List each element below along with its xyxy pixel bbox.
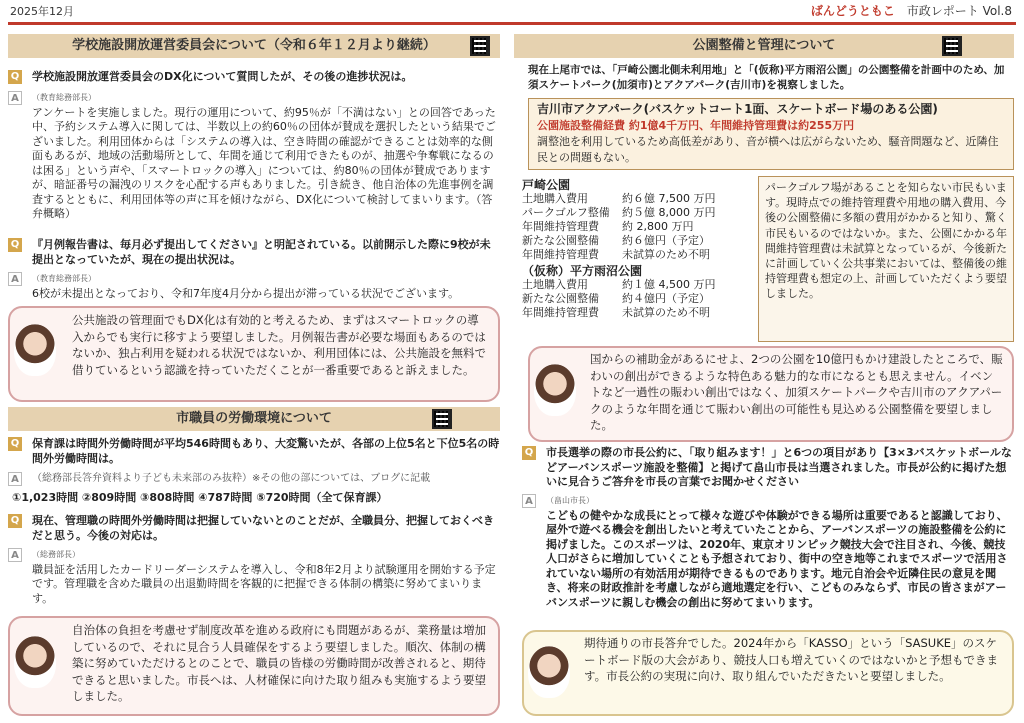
question-5: [522, 446, 1014, 492]
avatar: [14, 636, 56, 688]
cost-label: パークゴルフ整備: [522, 206, 610, 219]
answer-marker: A: [8, 548, 22, 562]
cost-row: [522, 206, 754, 220]
question-text: 保育課は時間外労働時間が平均546時間もあり、大変驚いたが、各部の上位5名と下位5名の時間外労働時間は。: [32, 437, 500, 465]
question-marker: Q: [522, 446, 536, 460]
cost-row: [522, 192, 754, 206]
question-marker: Q: [8, 514, 22, 528]
hiragata-cost-table: [522, 278, 754, 320]
qr-code-icon[interactable]: [470, 36, 490, 56]
avatar: [528, 646, 570, 698]
cost-value: 未試算のため不明: [622, 306, 710, 319]
aqua-park-cost: 公園施設整備経費 約1億4千万円、年間維持管理費は約255万円: [537, 119, 855, 132]
tozaki-cost-table: [522, 192, 754, 262]
cost-row: [522, 278, 754, 292]
answer-source: （畠山市長）: [546, 496, 594, 505]
question-text: 『月例報告書は、毎月必ず提出してください』と明記されている。以前開示した際に9校が未提出となっていたが、現在の提出状況は。: [32, 238, 491, 266]
park-intro: 現在上尾市では、「戸崎公園北側未利用地」と「(仮称)平方雨沼公園」の公園整備を計画中のため、加須スケートパーク(加須市)とアクアパーク(吉川市)を視察しました。: [528, 64, 1005, 91]
qr-code-icon[interactable]: [942, 36, 962, 56]
cost-label: 土地購入費用: [522, 192, 588, 205]
answer-1: [8, 91, 500, 234]
answer-text: ①1,023時間 ②809時間 ③808時間 ④787時間 ⑤720時間（全て保育課）: [12, 490, 388, 504]
comment-mayor: [522, 630, 1014, 716]
aqua-park-box: [528, 98, 1014, 170]
aqua-park-note: 調整池を利用しているため高低差があり、音が横へは広がらないため、騒音問題など、近隣住民との問題もない。: [537, 135, 999, 164]
comment-park: [528, 346, 1014, 442]
question-3: [8, 437, 500, 469]
answer-text: 6校が未提出となっており、令和7年度4月分から提出が滞っている状況でございます。: [32, 286, 460, 300]
report-title: 市政レポート: [906, 4, 979, 18]
comment-school: [8, 306, 500, 402]
question-1: [8, 70, 500, 88]
answer-text: 職員証を活用したカードリーダーシステムを導入し、令和8年2月より試験運用を開始する予定です。管理職を含めた職員の出退勤時間を客観的に把握できる体制の構築に努めてまいります。: [32, 562, 496, 605]
answer-text: こどもの健やかな成長にとって様々な遊びや体験ができる場所は重要であると認識しており、屋外で遊べる機会を創出したいと考えていたことから、アーバンスポーツの施設整備を公約に掲げました。このスポーツは、2020年、東京オリンピック競技大会で注目され、今後、競技人口がさらに増加していくことも予想されており、街中の空き地等これまでスポーツで活用されていない場所の有効活用が期待できるものであります。地元自治会や近隣住民の意見を聞き、将来の財政推計を考慮しながら適地選定を行い、こどものみならず、市民の皆さまがアーバンスポーツに親しむ機会の創出に努めてまいります。: [546, 508, 1008, 609]
avatar: [534, 364, 576, 416]
cost-label: 土地購入費用: [522, 278, 588, 291]
section-title-park: 公園整備と管理について: [514, 34, 1014, 58]
question-text: 学校施設開放運営委員会のDX化について質問したが、その後の進捗状況は。: [32, 70, 413, 83]
answer-source: （総務部長答弁資料より子ども未来部のみ抜粋）※その他の部については、ブログに記載: [32, 473, 431, 484]
answer-text: アンケートを実施しました。現行の運用について、約95％が「不満はない」との回答であった中、予約システム導入に関しては、半数以上の約60％の団体が賛成を選択したという結果でございました。利用団体からは「システムの導入は、空き時間の確認ができることは効率的な側面もあるが、地域の活動場所として、年間を通じて利用できたものが、抽選や争奪戦になるのは困る」という声や、「スマートロックの導入」については、約80％の団体が賛成でありますが、暗証番号の漏洩のリスクを心配する声もありました。引き続き、他自治体の先進事例を調査するとともに、利用団体等の声に耳を傾けながら、DX化について検討してまいります。（答弁概略）: [32, 105, 496, 220]
avatar: [14, 324, 56, 376]
question-4: [8, 514, 500, 546]
aqua-park-title: 吉川市アクアパーク(バスケットコート1面、スケートボード場のある公園): [537, 102, 938, 116]
cost-value: 未試算のため不明: [622, 248, 710, 261]
answer-marker: A: [8, 272, 22, 286]
section-title-school: 学校施設開放運営委員会について（令和６年１２月より継続）: [8, 34, 500, 58]
answer-2: [8, 272, 500, 302]
answer-marker: A: [8, 472, 22, 486]
cost-row: [522, 234, 754, 248]
cost-label: 新たな公園整備: [522, 292, 599, 305]
question-text: 市長選挙の際の市長公約に、「取り組みます！」と6つの項目があり【3×3バスケットボールなどアーバンスポーツ施設を整備】と掲げて畠山市長は当選されました。市長が公約に掲げた想いに見合うご答弁を市長の言葉でお聞かせください: [546, 446, 1012, 488]
question-marker: Q: [8, 238, 22, 252]
cost-row: [522, 292, 754, 306]
issue-date: 2025年12月: [10, 5, 74, 18]
tozaki-park-title: 戸崎公園: [522, 178, 571, 192]
cost-row: [522, 248, 754, 262]
report-header: [811, 2, 1012, 19]
cost-value: 約５億 8,000 万円: [622, 206, 716, 219]
cost-value: 約４億円（予定）: [622, 292, 710, 305]
answer-3: [8, 472, 500, 512]
answer-source: （総務部長）: [32, 550, 80, 559]
cost-value: 約 2,800 万円: [622, 220, 694, 233]
cost-label: 新たな公園整備: [522, 234, 599, 247]
answer-4: [8, 548, 500, 610]
cost-row: [522, 220, 754, 234]
question-text: 現在、管理職の時間外労働時間は把握していないとのことだが、全職員分、把握しておくべきだと思う。今後の対応は。: [32, 514, 494, 542]
side-note-text: パークゴルフ場があることを知らない市民もいます。現時点での維持管理費や用地の購入費用、今後の公園整備に多額の費用がかかると知り、驚く市民もいるのではないか。また、公園にかかる年間維持管理費は未試算となっているが、今後新たに計画していく公共事業においては、整備後の維持管理費も想定の上、計画していただくよう要望しました。: [765, 181, 1007, 301]
cost-label: 年間維持管理費: [522, 220, 599, 233]
question-marker: Q: [8, 437, 22, 451]
comment-text: 国からの補助金があるにせよ、2つの公園を10億円もかけ建設したところで、賑わいの創出ができるような特色ある魅力的な市になるとも思えません。イベントなど一過性の賑わい創出ではなく、加須スケートパークや吉川市のアクアパークのような年間を通じて賑わい創出の可能性も見込める公園整備を要望しました。: [590, 352, 1003, 432]
answer-source: （教育総務部長）: [32, 274, 96, 283]
cost-value: 約６億 7,500 万円: [622, 192, 716, 205]
answer-5: [522, 494, 1014, 626]
cost-value: 約６億円（予定）: [622, 234, 710, 247]
header-divider: [8, 22, 1016, 25]
cost-label: 年間維持管理費: [522, 248, 599, 261]
question-2: [8, 238, 500, 270]
answer-marker: A: [8, 91, 22, 105]
brand-name: ばんどうともこ: [810, 4, 895, 18]
section-title-labor: 市職員の労働環境について: [8, 407, 500, 431]
cost-label: 年間維持管理費: [522, 306, 599, 319]
comment-text: 公共施設の管理面でもDX化は有効的と考えるため、まずはスマートロックの導入からでも実行に移すよう要望しました。月例報告書が必要な場面もあるのではないか、独占利用を疑われる状況ではないか、利用団体には、公共施設を無料で借りているという認識を持っていただくことが一番重要であると訴えました。: [72, 313, 486, 377]
volume-number: Vol.8: [982, 4, 1012, 18]
hiragata-park-title: （仮称）平方雨沼公園: [522, 264, 643, 278]
answer-source: （教育総務部長）: [32, 93, 96, 102]
answer-marker: A: [522, 494, 536, 508]
comment-text: 自治体の負担を考慮せず制度改革を進める政府にも問題があるが、業務量は増加しているので、それに見合う人員確保をするよう要望しました。順次、体制の構築に努めていただけるとのことで、職員の皆様の労働時間が改善されると、期待できると思いました。市長へは、人材確保に向けた取り組みも実施するよう要望しました。: [72, 623, 486, 703]
cost-row: [522, 306, 754, 320]
cost-value: 約１億 4,500 万円: [622, 278, 716, 291]
park-side-note: [758, 176, 1014, 342]
comment-text: 期待通りの市長答弁でした。2024年から「KASSO」という「SASUKE」のスケートボード版の大会があり、競技人口も増えていくのではないかと予想もできます。市長公約の実現に向け、取り組んでいただきたいと要望しました。: [584, 636, 998, 683]
question-marker: Q: [8, 70, 22, 84]
qr-code-icon[interactable]: [432, 409, 452, 429]
comment-labor: [8, 616, 500, 716]
